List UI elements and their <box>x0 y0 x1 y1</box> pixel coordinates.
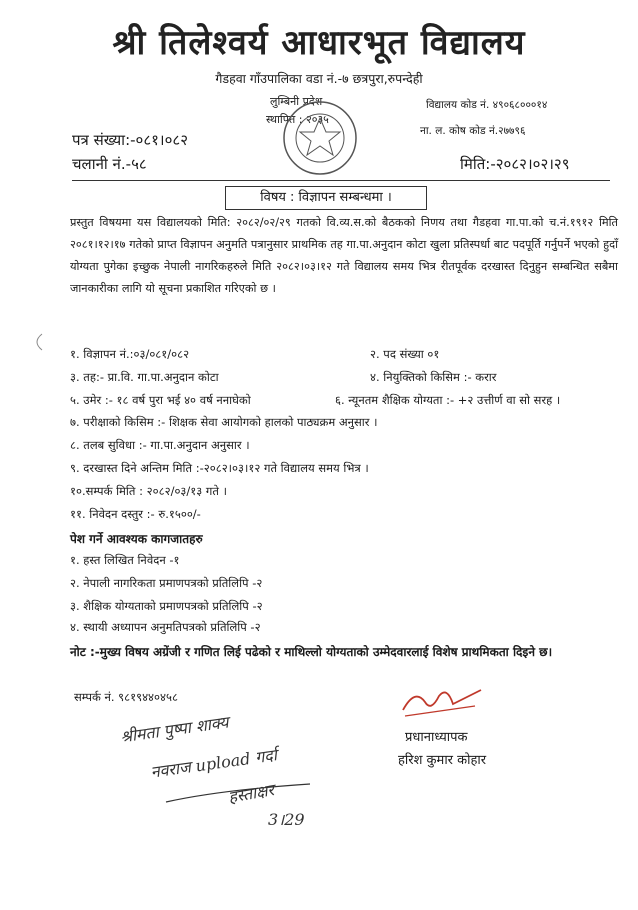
handwriting-underline-icon <box>160 780 320 810</box>
documents-heading: पेश गर्ने आवश्यक कागजातहरु <box>70 532 203 546</box>
handwritten-note-line4: 3।29 <box>268 810 305 829</box>
appointment-type: ४. नियुक्तिको किसिम :- करार <box>370 370 497 384</box>
document-item: ३. शैक्षिक योग्यताको प्रमाणपत्रको प्रतिलिपि -२ <box>70 599 263 613</box>
established: स्थापित : २०३५ <box>266 113 329 126</box>
margin-mark-icon <box>30 332 44 352</box>
dispatch-number: चलानी नं.-५८ <box>72 155 147 173</box>
principal-name: हरिश कुमार कोहार <box>398 753 487 768</box>
principal-title: प्रधानाध्यापक <box>405 730 468 745</box>
body-paragraph: प्रस्तुत विषयमा यस विद्यालयको मिति: २०८२/०२/२९ गतको वि.व्य.स.को बैठकको निणय तथा गैडहवा गा.पा.को च.नं.१९१२ मिति २०८१।१२।१७ गतेको प्राप्त विज्ञापन अनुमति पत्रानुसार प्राथमिक तह गा.पा.अनुदान कोटा खुला प्रतिस्पर्धा बाट पदपूर्ति गर्नुपर्ने भएको हुदाँ योग्यता पुगेका इच्छुक नेपाली नागरिकहरुले मिति २०८२।०३।१२ गते विद्यालय समय भित्र रीतपूर्वक दरखास्त दिनुहुन सम्बन्धित सबैमा जानकारीका लागि यो सूचना प्रकाशित गरिएको छ । <box>70 216 618 295</box>
min-qualification: ६. न्यूनतम शैक्षिक योग्यता :- +२ उत्तीर्ण वा सो सरह । <box>335 393 561 407</box>
school-code: विद्यालय कोड नं. ४९०६८०००१४ <box>426 99 548 111</box>
province: लुम्बिनी प्रदेश <box>270 95 323 108</box>
level: ३. तह:- प्रा.वि. गा.पा.अनुदान कोटा <box>70 370 219 384</box>
document-item: १. हस्त लिखित निवेदन -१ <box>70 553 180 567</box>
school-name: श्री तिलेश्वर्य आधारभूत विद्यालय <box>112 23 526 63</box>
handwritten-note-line3: हस्ताक्षर <box>226 780 276 807</box>
handwritten-note-line1: श्रीमता पुष्पा शाक्य <box>119 712 230 747</box>
post-count: २. पद संख्या ०१ <box>370 347 440 361</box>
ad-number: १. विज्ञापन नं.:०३/०८१/०८२ <box>70 347 190 361</box>
school-stamp-icon <box>280 98 360 178</box>
principal-signature-icon <box>395 682 485 722</box>
document-item: २. नेपाली नागरिकता प्रमाणपत्रको प्रतिलिपि -२ <box>70 576 263 590</box>
document-item: ४. स्थायी अध्यापन अनुमतिपत्रको प्रतिलिपि -२ <box>70 620 261 634</box>
application-fee: ११. निवेदन दस्तुर :- रु.१५००/- <box>70 507 201 521</box>
exam-type: ७. परीक्षाको किसिम :- शिक्षक सेवा आयोगको हालको पाठ्यक्रम अनुसार । <box>70 415 378 429</box>
deadline: ९. दरखास्त दिने अन्तिम मिति :-२०८२।०३।१२ गते विद्यालय समय भित्र । <box>70 461 369 475</box>
handwritten-note-line2: नवराज upload गर्दा <box>149 745 279 782</box>
age-requirement: ५. उमेर :- १८ वर्ष पुरा भई ४० वर्ष ननाघेको <box>70 393 251 407</box>
letter-number: पत्र संख्या:-०८१।०८२ <box>72 131 189 149</box>
subject: विषय : विज्ञापन सम्बन्धमा । <box>225 186 427 210</box>
letter-date: मिति:-२०८२।०२।२९ <box>460 155 570 173</box>
contact-number: सम्पर्क नं. ९८१९४४०४५८ <box>74 690 178 704</box>
salary: ८. तलब सुविधा :- गा.पा.अनुदान अनुसार । <box>70 438 250 452</box>
fund-code: ना. ल. कोष कोड नं.२७७९६ <box>420 125 526 137</box>
header-divider <box>72 180 610 181</box>
note: नोट :-मुख्य विषय अग्रेंजी र गणित लिई पढेको र माथिल्लो योग्यताको उम्मेदवारलाई विशेष प्राथमिकता दिइने छ। <box>70 645 553 659</box>
school-address: गैडहवा गाँउपालिका वडा नं.-७ छत्रपुरा,रुपन्देही <box>215 71 423 86</box>
contact-date: १०.सम्पर्क मिति : २०८२/०३/१३ गते । <box>70 484 227 498</box>
